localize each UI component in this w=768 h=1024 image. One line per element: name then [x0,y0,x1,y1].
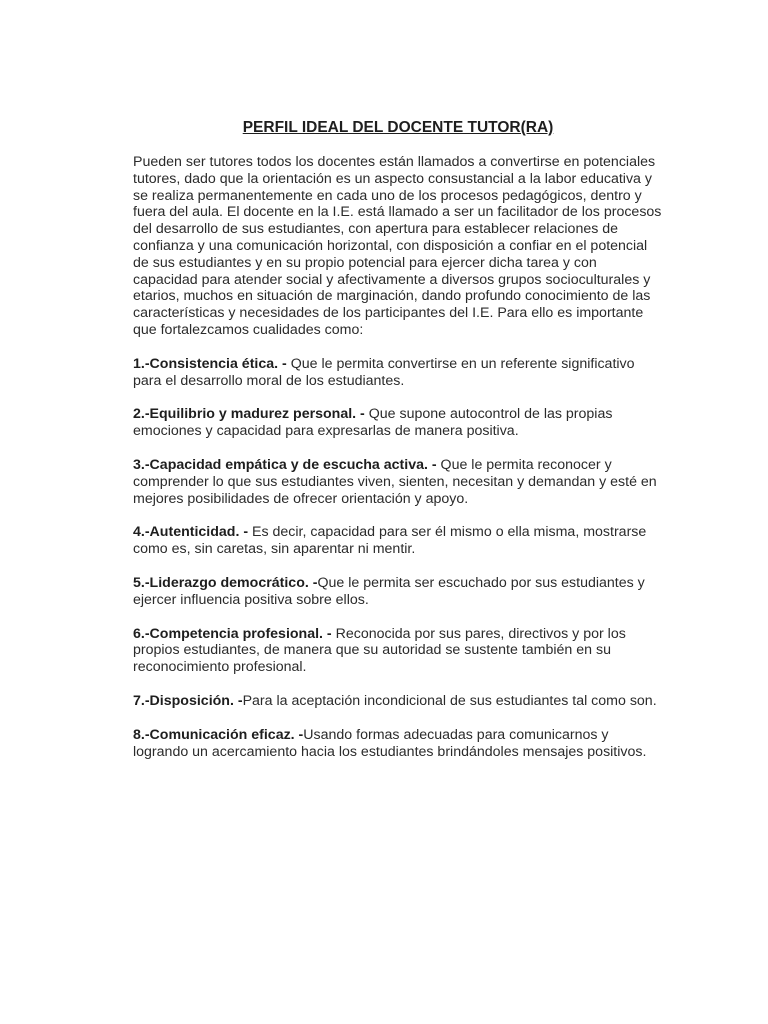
quality-item-1 [133,356,663,390]
quality-label: 1.-Consistencia ética. - [133,355,291,372]
quality-label: 3.-Capacidad empática y de escucha activa. - [133,456,441,473]
quality-item-5 [133,575,663,609]
quality-text: Que le permita convertirse en un referente significativo para el desarrollo moral de los estudiantes. [133,355,635,389]
quality-item-2 [133,406,663,440]
quality-label: 7.-Disposición. - [133,692,243,709]
quality-item-7 [133,693,663,710]
quality-item-8 [133,727,663,761]
quality-text: Usando formas adecuadas para comunicarnos y logrando un acercamiento hacia los estudiantes brindándoles mensajes positivos. [133,726,647,760]
quality-text: Para la aceptación incondicional de sus estudiantes tal como son. [242,692,657,709]
quality-text: Es decir, capacidad para ser él mismo o ella misma, mostrarse como es, sin caretas, sin aparentar ni mentir. [133,524,647,558]
quality-label: 6.-Competencia profesional. - [133,625,336,642]
quality-text: Que supone autocontrol de las propias emociones y capacidad para expresarlas de manera positiva. [133,406,613,440]
quality-item-6 [133,626,663,676]
quality-text: Que le permita ser escuchado por sus estudiantes y ejercer influencia positiva sobre ellos. [133,574,645,608]
quality-text: Reconocida por sus pares, directivos y por los propios estudiantes, de manera que su autoridad se sustente también en su reconocimiento profesional. [133,625,626,676]
quality-item-4 [133,524,663,558]
quality-item-3 [133,457,663,507]
quality-label: 8.-Comunicación eficaz. - [133,726,304,743]
document-title: PERFIL IDEAL DEL DOCENTE TUTOR(RA) [242,119,554,136]
quality-text: Que le permita reconocer y comprender lo que sus estudiantes viven, sienten, necesitan y demandan y esté en mejores posibilidades de ofrecer orientación y apoyo. [133,456,657,507]
quality-label: 2.-Equilibrio y madurez personal. - [133,406,369,423]
document-body [133,119,663,777]
quality-label: 5.-Liderazgo democrático. - [133,574,318,591]
intro-paragraph: Pueden ser tutores todos los docentes están llamados a convertirse en potenciales tutores, dado que la orientación es un aspecto consustancial a la labor educativa y se realiza permanentemente en cada uno de los procesos pedagógicos, dentro y fuera del aula. El docente en la I.E. está llamado a ser un facilitador de los procesos del desarrollo de sus estudiantes, con apertura para establecer relaciones de confianza y una comunicación horizontal, con disposición a confiar en el potencial de sus estudiantes y en su propio potencial para ejercer dicha tarea y con capacidad para atender social y afectivamente a diversos grupos socioculturales y etarios, muchos en situación de marginación, dando profundo conocimiento de las características y necesidades de los participantes del I.E. Para ello es importante que fortalezcamos cualidades como: [133,154,662,338]
quality-label: 4.-Autenticidad. - [133,524,253,541]
